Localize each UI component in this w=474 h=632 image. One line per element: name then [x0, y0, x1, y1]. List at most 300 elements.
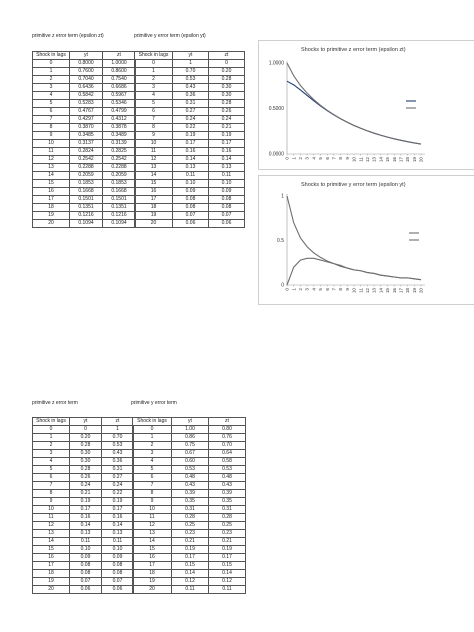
table-cell: 0.67 — [172, 450, 209, 458]
table-cell: 0.07 — [102, 578, 134, 586]
table-cell: 0.09 — [102, 554, 134, 562]
table-row — [33, 156, 136, 164]
table-cell: 0.28 — [209, 514, 246, 522]
table-cell: 0.14 — [172, 570, 209, 578]
table-row — [133, 530, 246, 538]
table-cell: 19 — [133, 578, 172, 586]
table-cell: 8 — [135, 124, 173, 132]
table-cell: 0.3870 — [70, 124, 103, 132]
table-cell: 1 — [33, 68, 70, 76]
table-cell: 6 — [135, 108, 173, 116]
table-cell: 0.1094 — [70, 220, 103, 228]
table-row — [33, 68, 136, 76]
table-cell: 0.07 — [173, 212, 209, 220]
table-cell: 19 — [135, 212, 173, 220]
column-header: Shock in lags — [133, 418, 172, 426]
table-cell: 1 — [135, 68, 173, 76]
table-cell: 0.5967 — [103, 92, 136, 100]
table-cell: 0.21 — [70, 490, 102, 498]
y-tick-label: 1 — [281, 193, 284, 200]
table-cell: 4 — [133, 458, 172, 466]
table-cell: 0.26 — [209, 108, 245, 116]
table-cell: 0.07 — [70, 578, 102, 586]
table-cell: 0.28 — [172, 514, 209, 522]
x-tick-label: 12 — [365, 288, 370, 294]
table-cell: 0.1853 — [70, 180, 103, 188]
series-line-1 — [287, 258, 421, 285]
table-cell: 0.24 — [173, 116, 209, 124]
table-cell: 0.3485 — [70, 132, 103, 140]
x-tick-label: 14 — [378, 157, 384, 163]
table-row — [33, 196, 136, 204]
table-cell: 0.26 — [70, 474, 102, 482]
table-cell: 0.15 — [209, 562, 246, 570]
table-cell: 0.3137 — [70, 140, 103, 148]
table-cell: 2 — [33, 442, 70, 450]
table-row — [133, 554, 246, 562]
table-cell: 11 — [133, 514, 172, 522]
table-row — [33, 92, 136, 100]
table-row — [33, 434, 134, 442]
table-row — [135, 84, 245, 92]
table-cell: 4 — [135, 92, 173, 100]
y-tick-label: 0.0000 — [268, 151, 284, 158]
table-cell: 6 — [33, 108, 70, 116]
table-row — [135, 164, 245, 172]
table-row — [133, 498, 246, 506]
table-cell: 0.6436 — [70, 84, 103, 92]
table-cell: 13 — [33, 530, 70, 538]
table-cell: 1.00 — [172, 426, 209, 434]
x-tick-label: 0 — [284, 288, 290, 291]
table-cell: 0.11 — [209, 172, 245, 180]
table-cell: 0.22 — [173, 124, 209, 132]
table-cell: 3 — [135, 84, 173, 92]
column-header: yt — [172, 418, 209, 426]
table-row — [133, 450, 246, 458]
table-cell: 15 — [133, 546, 172, 554]
table-row — [33, 482, 134, 490]
x-tick-label: 5 — [318, 288, 324, 291]
table-cell: 13 — [135, 164, 173, 172]
table-cell: 0.11 — [209, 586, 246, 594]
top-z-table — [32, 51, 136, 228]
table-cell: 0.8000 — [70, 60, 103, 68]
table-cell: 0.14 — [70, 522, 102, 530]
table-cell: 0.31 — [209, 506, 246, 514]
table-cell: 0.80 — [209, 426, 246, 434]
table-row — [33, 442, 134, 450]
table-row — [133, 482, 246, 490]
table-row — [33, 586, 134, 594]
table-cell: 0.4767 — [70, 108, 103, 116]
table-cell: 0.08 — [209, 196, 245, 204]
table-cell: 1 — [133, 434, 172, 442]
table-row — [135, 124, 245, 132]
table-row — [33, 514, 134, 522]
table-cell: 0.28 — [209, 76, 245, 84]
table-cell: 0.10 — [70, 546, 102, 554]
table-row — [33, 188, 136, 196]
table-cell: 0.30 — [209, 84, 245, 92]
table-cell: 3 — [33, 84, 70, 92]
chart-title: Shocks to primitive z error term (epsilon zt) — [301, 47, 406, 53]
chart-title: Shocks to primitive y error term (epsilon yt) — [301, 182, 406, 188]
table-row — [135, 108, 245, 116]
x-tick-label: 17 — [398, 157, 404, 163]
table-cell: 1 — [102, 426, 134, 434]
table-cell: 0.4799 — [103, 108, 136, 116]
table-cell: 0.2542 — [103, 156, 136, 164]
table-cell: 0.31 — [172, 506, 209, 514]
table-cell: 0.08 — [102, 562, 134, 570]
table-cell: 0.24 — [102, 482, 134, 490]
table-cell: 0.2288 — [70, 164, 103, 172]
table-cell: 0.43 — [172, 482, 209, 490]
x-tick-label: 19 — [411, 288, 417, 294]
table-cell: 0.53 — [102, 442, 134, 450]
x-tick-label: 20 — [418, 157, 424, 163]
table-row — [133, 458, 246, 466]
table-row — [135, 212, 245, 220]
table-row — [135, 220, 245, 228]
table-cell: 9 — [133, 498, 172, 506]
table-cell: 0.19 — [70, 498, 102, 506]
table-row — [33, 554, 134, 562]
table-cell: 0.30 — [209, 92, 245, 100]
table-cell: 0.24 — [70, 482, 102, 490]
table-cell: 13 — [133, 530, 172, 538]
table-cell: 0.7600 — [70, 68, 103, 76]
table-cell: 8 — [133, 490, 172, 498]
table-cell: 0.10 — [209, 180, 245, 188]
table-cell: 0.53 — [172, 466, 209, 474]
top-y-table — [134, 51, 245, 228]
table-cell: 0.07 — [209, 212, 245, 220]
table-row — [33, 60, 136, 68]
table-cell: 19 — [33, 578, 70, 586]
table-cell: 17 — [33, 562, 70, 570]
x-tick-label: 6 — [324, 288, 330, 291]
x-tick-label: 3 — [304, 157, 310, 160]
table-cell: 0.21 — [209, 124, 245, 132]
table-cell: 0.86 — [172, 434, 209, 442]
table-row — [135, 116, 245, 124]
table-cell: 0.11 — [70, 538, 102, 546]
table-cell: 0.7040 — [70, 76, 103, 84]
table-cell: 1 — [33, 434, 70, 442]
table-cell: 0.5842 — [70, 92, 103, 100]
table-cell: 0.1501 — [103, 196, 136, 204]
table-cell: 0 — [33, 426, 70, 434]
table-cell: 0.2825 — [103, 148, 136, 156]
table-cell: 0.4312 — [103, 116, 136, 124]
table-cell: 0.1668 — [103, 188, 136, 196]
table-cell: 0.08 — [70, 570, 102, 578]
table-cell: 0.09 — [70, 554, 102, 562]
table-row — [33, 76, 136, 84]
x-tick-label: 16 — [391, 288, 397, 294]
table-cell: 0.25 — [172, 522, 209, 530]
table-cell: 0.36 — [102, 458, 134, 466]
y-tick-label: 0.5000 — [268, 106, 284, 113]
table-row — [135, 100, 245, 108]
table-cell: 13 — [33, 164, 70, 172]
table-cell: 0.60 — [172, 458, 209, 466]
table-cell: 0.28 — [70, 442, 102, 450]
bottom-y-table-title: primitive y error term — [131, 400, 177, 406]
table-cell: 16 — [33, 554, 70, 562]
table-cell: 0.12 — [172, 578, 209, 586]
table-cell: 0.2059 — [70, 172, 103, 180]
table-cell: 0.1351 — [70, 204, 103, 212]
x-tick-label: 11 — [358, 157, 364, 162]
y-tick-label: 0.5 — [277, 238, 284, 245]
table-cell: 0.13 — [173, 164, 209, 172]
table-cell: 8 — [33, 490, 70, 498]
table-cell: 0.70 — [102, 434, 134, 442]
x-tick-label: 1 — [291, 157, 297, 160]
table-row — [33, 164, 136, 172]
table-cell: 12 — [33, 522, 70, 530]
table-cell: 0.3489 — [103, 132, 136, 140]
table-cell: 15 — [33, 180, 70, 188]
table-row — [133, 578, 246, 586]
x-tick-label: 2 — [298, 157, 303, 160]
x-tick-label: 6 — [324, 157, 330, 160]
table-row — [33, 474, 134, 482]
table-cell: 0.08 — [173, 204, 209, 212]
table-row — [135, 148, 245, 156]
table-cell: 5 — [33, 466, 70, 474]
table-cell: 0.27 — [173, 108, 209, 116]
table-row — [135, 196, 245, 204]
table-row — [33, 490, 134, 498]
table-row — [33, 172, 136, 180]
table-row — [135, 132, 245, 140]
series-line-1 — [287, 63, 421, 144]
table-cell: 0.43 — [209, 482, 246, 490]
table-cell: 3 — [133, 450, 172, 458]
table-cell: 0.30 — [70, 458, 102, 466]
table-header-row — [133, 418, 246, 426]
table-cell: 1 — [173, 60, 209, 68]
table-row — [133, 474, 246, 482]
x-tick-label: 10 — [351, 157, 357, 163]
table-cell: 0.19 — [102, 498, 134, 506]
chart-y-shocks[interactable] — [258, 175, 474, 305]
table-cell: 0.09 — [173, 188, 209, 196]
table-cell: 7 — [133, 482, 172, 490]
table-cell: 0.5346 — [103, 100, 136, 108]
table-row — [33, 116, 136, 124]
table-row — [135, 204, 245, 212]
table-cell: 0.09 — [209, 188, 245, 196]
table-header-row — [33, 52, 136, 60]
table-cell: 0.12 — [209, 578, 246, 586]
table-cell: 0.76 — [209, 434, 246, 442]
table-cell: 16 — [135, 188, 173, 196]
table-row — [133, 434, 246, 442]
table-row — [33, 522, 134, 530]
table-cell: 0.13 — [70, 530, 102, 538]
table-row — [135, 172, 245, 180]
x-tick-label: 11 — [358, 288, 364, 293]
table-cell: 0.15 — [172, 562, 209, 570]
table-cell: 0.48 — [172, 474, 209, 482]
table-row — [33, 100, 136, 108]
table-row — [133, 546, 246, 554]
table-cell: 0.14 — [209, 570, 246, 578]
table-row — [33, 204, 136, 212]
table-cell: 0.16 — [173, 148, 209, 156]
table-cell: 0.17 — [173, 140, 209, 148]
table-cell: 20 — [33, 586, 70, 594]
table-cell: 15 — [33, 546, 70, 554]
table-cell: 0.17 — [209, 140, 245, 148]
table-cell: 7 — [33, 482, 70, 490]
series-line-0 — [287, 196, 421, 280]
table-row — [135, 60, 245, 68]
x-tick-label: 14 — [378, 288, 384, 294]
table-cell: 0.14 — [173, 156, 209, 164]
table-cell: 0.14 — [209, 156, 245, 164]
table-row — [133, 506, 246, 514]
chart-z-shocks-svg — [259, 41, 474, 169]
x-tick-label: 15 — [385, 157, 391, 163]
table-row — [33, 498, 134, 506]
table-cell: 14 — [33, 172, 70, 180]
x-tick-label: 13 — [371, 157, 377, 163]
table-cell: 9 — [33, 498, 70, 506]
table-cell: 20 — [133, 586, 172, 594]
table-cell: 0.24 — [209, 116, 245, 124]
table-cell: 0.4297 — [70, 116, 103, 124]
column-header: yt — [70, 418, 102, 426]
table-cell: 6 — [33, 474, 70, 482]
x-tick-label: 16 — [391, 157, 397, 163]
table-row — [33, 458, 134, 466]
x-tick-label: 10 — [351, 288, 357, 294]
table-cell: 15 — [135, 180, 173, 188]
table-cell: 0.48 — [209, 474, 246, 482]
table-cell: 0.58 — [209, 458, 246, 466]
table-cell: 0.36 — [173, 92, 209, 100]
table-row — [33, 562, 134, 570]
table-cell: 0.21 — [209, 538, 246, 546]
table-cell: 0.1853 — [103, 180, 136, 188]
table-cell: 0.3139 — [103, 140, 136, 148]
table-cell: 16 — [133, 554, 172, 562]
table-cell: 0.17 — [172, 554, 209, 562]
top-y-table-title: primitive y error term (epsilon yt) — [134, 33, 206, 39]
table-cell: 0.39 — [209, 490, 246, 498]
table-cell: 20 — [135, 220, 173, 228]
chart-y-shocks-svg — [259, 176, 474, 304]
table-cell: 0 — [70, 426, 102, 434]
table-cell: 0.17 — [70, 506, 102, 514]
table-row — [135, 156, 245, 164]
x-tick-label: 20 — [418, 288, 424, 294]
table-cell: 0.20 — [70, 434, 102, 442]
table-row — [33, 180, 136, 188]
table-cell: 14 — [33, 538, 70, 546]
table-cell: 0.27 — [102, 474, 134, 482]
column-header: zt — [209, 418, 246, 426]
table-cell: 0.17 — [102, 506, 134, 514]
top-z-table-title: primitive z error term (epsilon zt) — [32, 33, 104, 39]
table-cell: 4 — [33, 458, 70, 466]
table-cell: 0 — [135, 60, 173, 68]
table-cell: 11 — [33, 514, 70, 522]
table-cell: 0.06 — [102, 586, 134, 594]
table-cell: 12 — [135, 156, 173, 164]
table-cell: 0.28 — [209, 100, 245, 108]
table-cell: 10 — [33, 140, 70, 148]
x-tick-label: 12 — [365, 157, 370, 163]
table-cell: 10 — [133, 506, 172, 514]
table-row — [133, 514, 246, 522]
table-row — [135, 188, 245, 196]
table-cell: 0.2288 — [103, 164, 136, 172]
table-cell: 8 — [33, 124, 70, 132]
table-cell: 2 — [33, 76, 70, 84]
table-cell: 6 — [133, 474, 172, 482]
table-cell: 0 — [133, 426, 172, 434]
chart-z-shocks[interactable] — [258, 40, 474, 170]
table-cell: 11 — [135, 148, 173, 156]
x-tick-label: 9 — [344, 157, 350, 160]
table-cell: 0.3878 — [103, 124, 136, 132]
table-cell: 0.2824 — [70, 148, 103, 156]
table-cell: 0.35 — [209, 498, 246, 506]
bottom-z-table — [32, 417, 134, 594]
table-cell: 0.31 — [173, 100, 209, 108]
x-tick-label: 2 — [298, 288, 303, 291]
x-tick-label: 3 — [304, 288, 310, 291]
x-tick-label: 18 — [405, 157, 411, 163]
y-tick-label: 1.0000 — [268, 60, 284, 67]
table-cell: 10 — [33, 506, 70, 514]
table-row — [33, 140, 136, 148]
table-row — [33, 148, 136, 156]
x-tick-label: 7 — [331, 288, 337, 291]
table-cell: 12 — [133, 522, 172, 530]
x-tick-label: 17 — [398, 288, 404, 294]
x-tick-label: 15 — [385, 288, 391, 294]
table-cell: 0.70 — [173, 68, 209, 76]
column-header: yt — [70, 52, 103, 60]
table-cell: 0.39 — [172, 490, 209, 498]
table-cell: 18 — [135, 204, 173, 212]
table-cell: 0.28 — [70, 466, 102, 474]
table-cell: 0.43 — [102, 450, 134, 458]
table-cell: 0.11 — [172, 586, 209, 594]
table-row — [133, 570, 246, 578]
table-cell: 0.13 — [102, 530, 134, 538]
table-cell: 0.08 — [102, 570, 134, 578]
table-row — [33, 108, 136, 116]
table-cell: 0.2059 — [103, 172, 136, 180]
table-cell: 7 — [135, 116, 173, 124]
table-row — [135, 92, 245, 100]
table-cell: 0.11 — [102, 538, 134, 546]
table-cell: 0.20 — [209, 68, 245, 76]
x-tick-label: 9 — [344, 288, 350, 291]
table-row — [133, 586, 246, 594]
x-tick-label: 7 — [331, 157, 337, 160]
table-cell: 5 — [33, 100, 70, 108]
